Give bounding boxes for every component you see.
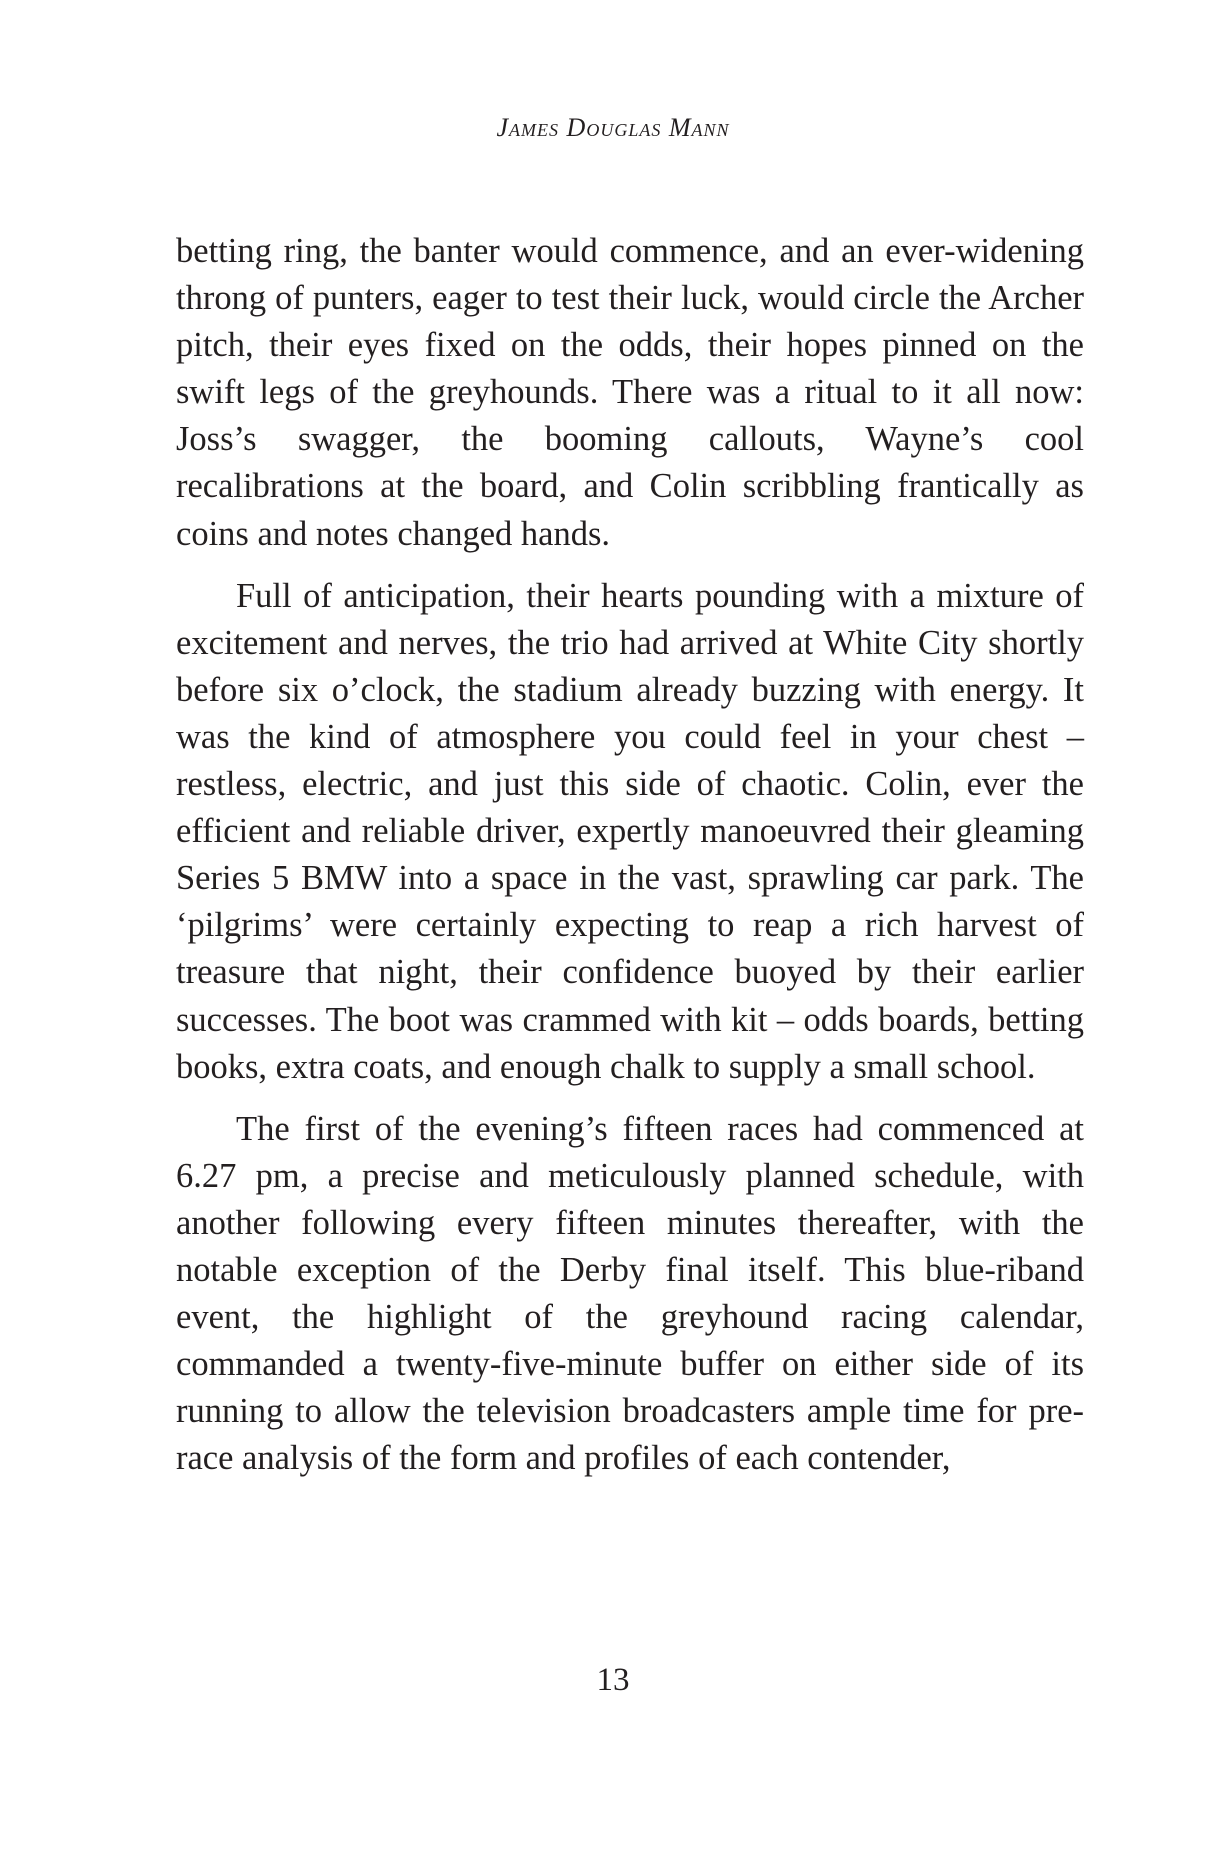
body-text: [176, 228, 1084, 1482]
paragraph-1: betting ring, the banter would commence, and an ever-widening throng of punters, eager to test their luck, would circle the Archer pitch, their eyes fixed on the odds, their hopes pinned on the swift legs of the greyhounds. There was a ritual to it all now: Joss’s swagger, the booming callouts, Wayne’s cool recalibrations at the board, and Colin scribbling frantically as coins and notes changed hands.: [176, 232, 1084, 553]
running-head: James Douglas Mann: [496, 113, 730, 142]
paragraph-3: The first of the evening’s fifteen races had commenced at 6.27 pm, a precise and meticulously planned schedule, with another following every fifteen minutes thereafter, with the notable exception of the Derby final itself. This blue-riband event, the highlight of the greyhound racing calendar, commanded a twenty-five-minute buffer on either side of its running to allow the television broadcasters ample time for pre-race analysis of the form and profiles of each contender,: [176, 1109, 1084, 1478]
page-number: 13: [596, 1662, 630, 1698]
paragraph-2: Full of anticipation, their hearts pounding with a mixture of excitement and nerves, the trio had arrived at White City shortly before six o’clock, the stadium already buzzing with energy. It was the kind of atmosphere you could feel in your chest – restless, electric, and just this side of chaotic. Colin, ever the efficient and reliable driver, expertly manoeuvred their gleaming Series 5 BMW into a space in the vast, sprawling car park. The ‘pilgrims’ were certainly expecting to reap a rich harvest of treasure that night, their confidence buoyed by their earlier successes. The boot was crammed with kit – odds boards, betting books, extra coats, and enough chalk to supply a small school.: [176, 576, 1084, 1086]
